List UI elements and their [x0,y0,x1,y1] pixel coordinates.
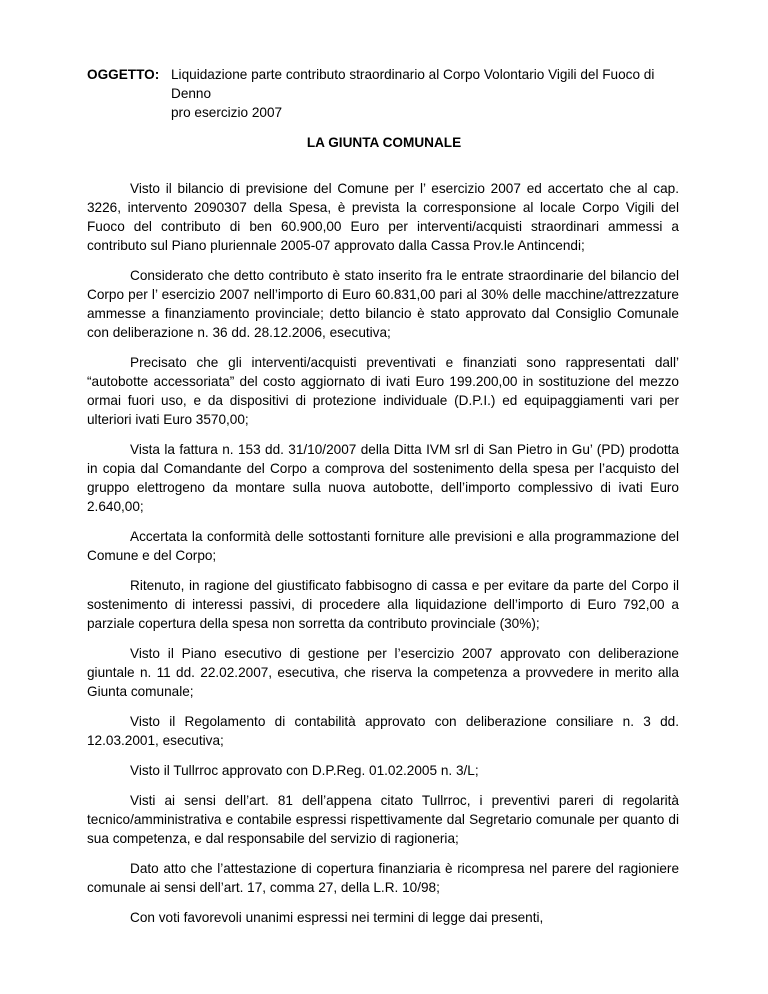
paragraph: Con voti favorevoli unanimi espressi nei termini di legge dai presenti, [130,910,544,925]
paragraph: Accertata la conformità delle sottostanti forniture alle previsioni e alla programmazione del Comune e del Corpo; [87,529,679,563]
subject-text-line: Liquidazione parte contributo straordinario al Corpo Volontario Vigili del Fuoco di Denno [171,67,655,101]
paragraph: Visto il Regolamento di contabilità approvato con deliberazione consiliare n. 3 dd. 12.03.2001, esecutiva; [87,714,679,748]
subject-label: OGGETTO: [87,67,160,82]
section-heading: LA GIUNTA COMUNALE [306,135,462,150]
document-body [87,179,679,938]
paragraph: Visto il Piano esecutivo di gestione per l’esercizio 2007 approvato con deliberazione giuntale n. 11 dd. 22.02.2007, esecutiva, che riserva la competenza a provvedere in merito alla Giunta comunale; [87,646,679,699]
paragraph: Precisato che gli interventi/acquisti preventivati e finanziati sono rappresentati dall’ “autobotte accessoriata” del costo aggiornato di ivati Euro 199.200,00 in sostituzione del mezzo ormai fuori uso, e da dispositivi di protezione individuale (D.P.I.) ed equipaggiamenti vari per ulteriori ivati Euro 3570,00; [87,355,679,427]
paragraph: Ritenuto, in ragione del giustificato fabbisogno di cassa e per evitare da parte del Corpo il sostenimento di interessi passivi, di procedere alla liquidazione dell’importo di Euro 792,00 a parziale copertura della spesa non sorretta da contributo provinciale (30%); [87,578,679,631]
paragraph: Visti ai sensi dell’art. 81 dell’appena citato Tullrroc, i preventivi pareri di regolarità tecnico/amministrativa e contabile espressi rispettivamente dal Segretario comunale per quanto di sua competenza, e dal responsabile del servizio di ragioneria; [87,793,679,846]
subject-text [171,65,691,122]
paragraph: Visto il Tullrroc approvato con D.P.Reg. 01.02.2005 n. 3/L; [130,763,479,778]
paragraph: Dato atto che l’attestazione di copertura finanziaria è ricompresa nel parere del ragioniere comunale ai sensi dell’art. 17, comma 27, della L.R. 10/98; [87,861,679,895]
paragraph: Considerato che detto contributo è stato inserito fra le entrate straordinarie del bilancio del Corpo per l’ esercizio 2007 nell’importo di Euro 60.831,00 pari al 30% delle macchine/attrezzature ammesse a finanziamento provinciale; detto bilancio è stato approvato dal Consiglio Comunale con deliberazione n. 36 dd. 28.12.2006, esecutiva; [87,268,679,340]
subject-text-line: pro esercizio 2007 [171,105,283,120]
paragraph: Vista la fattura n. 153 dd. 31/10/2007 della Ditta IVM srl di San Pietro in Gu’ (PD) prodotta in copia dal Comandante del Corpo a comprova del sostenimento della spesa per l’acquisto del gruppo elettrogeno da montare sulla nuova autobotte, dell’importo complessivo di ivati Euro 2.640,00; [87,442,679,514]
paragraph: Visto il bilancio di previsione del Comune per l’ esercizio 2007 ed accertato che al cap. 3226, intervento 2090307 della Spesa, è prevista la corresponsione al locale Corpo Vigili del Fuoco del contributo di ben 60.900,00 Euro per interventi/acquisti straordinari ammessi a contributo sul Piano pluriennale 2005-07 approvato dalla Cassa Prov.le Antincendi; [87,181,679,253]
